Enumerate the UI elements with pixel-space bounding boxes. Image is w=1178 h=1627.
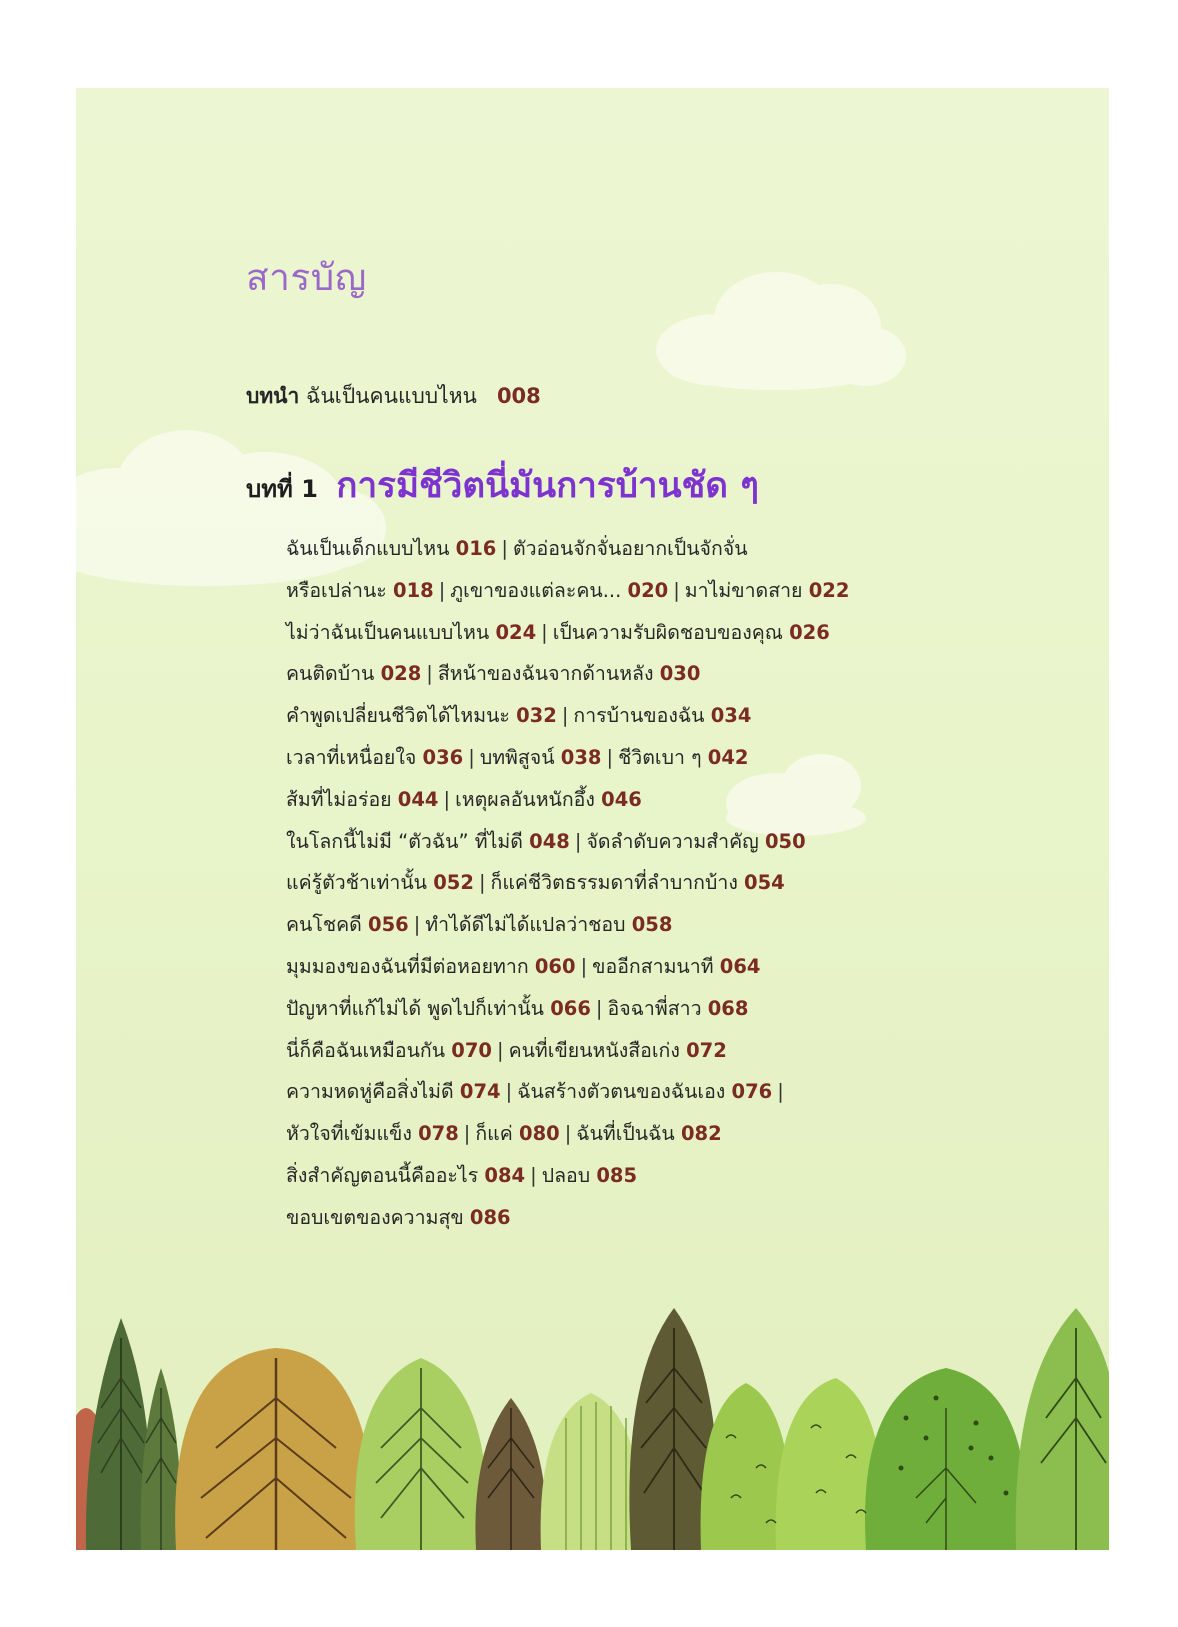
toc-entry-title: สิ่งสำคัญตอนนี้คืออะไร xyxy=(286,1163,479,1187)
toc-entry-page-number: 024 xyxy=(495,620,537,644)
toc-line xyxy=(286,1197,849,1239)
toc-line xyxy=(286,737,849,779)
intro-label: บทนำ xyxy=(246,384,300,408)
toc-line xyxy=(286,1155,849,1197)
toc-entry-title: หัวใจที่เข้มแข็ง xyxy=(286,1122,412,1146)
toc-line xyxy=(286,528,849,570)
toc-entry-page-number: 080 xyxy=(519,1122,560,1146)
toc-entry-title: คนติดบ้าน xyxy=(286,662,375,686)
chapter-entries-list xyxy=(286,528,849,1239)
toc-entry-page-number: 060 xyxy=(534,954,576,978)
toc-entry-title: ขอบเขตของความสุข xyxy=(286,1205,464,1229)
entry-separator: | xyxy=(561,704,569,728)
toc-entry-title: เวลาที่เหนื่อยใจ xyxy=(286,745,417,769)
entry-separator: | xyxy=(413,913,421,937)
toc-entry-page-number: 016 xyxy=(455,537,497,560)
toc-entry-title: ฉันที่เป็นฉัน xyxy=(576,1122,675,1146)
entry-separator: | xyxy=(595,996,603,1020)
toc-entry-page-number: 052 xyxy=(433,871,474,895)
toc-entry-page-number: 054 xyxy=(744,871,785,895)
toc-line xyxy=(286,1030,849,1072)
toc-entry-title: คนที่เขียนหนังสือเก่ง xyxy=(508,1038,680,1062)
entry-separator: | xyxy=(443,787,451,811)
entry-separator: | xyxy=(463,1122,471,1146)
toc-line xyxy=(286,946,849,988)
toc-entry-page-number: 046 xyxy=(601,787,642,811)
toc-entry-title: ฉันสร้างตัวตนของฉันเอง xyxy=(517,1080,726,1104)
toc-entry-title: บทพิสูจน์ xyxy=(479,745,555,769)
toc-line xyxy=(286,653,849,695)
entry-separator: | xyxy=(574,829,582,853)
toc-entry-page-number: 078 xyxy=(418,1122,459,1146)
toc-entry-page-number: 064 xyxy=(719,954,761,978)
toc-entry-page-number: 066 xyxy=(550,996,591,1020)
toc-entry-title: จัดลำดับความสำคัญ xyxy=(586,829,759,853)
toc-line xyxy=(286,695,849,737)
toc-line xyxy=(286,1113,849,1155)
toc-entry-page-number: 036 xyxy=(422,745,464,769)
toc-entry-page-number: 022 xyxy=(808,578,850,602)
toc-entry-page-number: 018 xyxy=(393,578,434,602)
toc-entry-title: สีหน้าของฉันจากด้านหลัง xyxy=(437,662,654,686)
toc-entry-page-number: 056 xyxy=(368,913,409,937)
toc-line xyxy=(286,1071,849,1113)
entry-separator: | xyxy=(426,662,433,686)
toc-entry-title: ตัวอ่อนจักจั่นอยากเป็นจักจั่น xyxy=(512,537,748,560)
entry-separator: | xyxy=(468,745,475,769)
entry-separator: | xyxy=(564,1122,572,1146)
intro-entry xyxy=(246,380,541,413)
toc-entry-page-number: 044 xyxy=(397,787,439,811)
toc-entry-page-number: 070 xyxy=(451,1038,492,1062)
toc-entry-page-number: 086 xyxy=(469,1205,511,1229)
intro-page-number: 008 xyxy=(496,384,541,408)
toc-entry-page-number: 042 xyxy=(707,745,749,769)
toc-entry-page-number: 082 xyxy=(680,1122,722,1146)
entry-separator: | xyxy=(496,1038,504,1062)
toc-entry-page-number: 050 xyxy=(764,829,806,853)
toc-entry-title: การบ้านของฉัน xyxy=(573,704,705,728)
toc-entry-page-number: 028 xyxy=(380,662,422,686)
toc-entry-page-number: 074 xyxy=(459,1080,501,1104)
toc-entry-page-number: 038 xyxy=(560,745,602,769)
toc-entry-title: ปลอบ xyxy=(541,1163,591,1187)
toc-entry-title: ส้มที่ไม่อร่อย xyxy=(286,787,392,811)
entry-separator: | xyxy=(501,537,508,560)
watercolor-trees-illustration xyxy=(76,1298,1109,1550)
toc-entry-page-number: 084 xyxy=(484,1163,526,1187)
entry-separator: | xyxy=(505,1080,513,1104)
entry-separator: | xyxy=(673,578,680,602)
toc-entry-page-number: 026 xyxy=(789,620,830,644)
toc-entry-title: อิจฉาพี่สาว xyxy=(607,996,702,1020)
toc-entry-title: มุมมองของฉันที่มีต่อหอยทาก xyxy=(286,954,529,978)
toc-entry-title: ความหดหู่คือสิ่งไม่ดี xyxy=(286,1080,454,1104)
toc-entry-title: แค่รู้ตัวช้าเท่านั้น xyxy=(286,871,428,895)
toc-entry-title: ขออีกสามนาที xyxy=(592,954,714,978)
toc-entry-title: มาไม่ขาดสาย xyxy=(684,578,803,602)
toc-entry-page-number: 076 xyxy=(731,1080,773,1104)
chapter-heading xyxy=(246,458,759,513)
toc-entry-title: ฉันเป็นเด็กแบบไหน xyxy=(286,537,450,560)
toc-entry-page-number: 032 xyxy=(516,704,557,728)
book-page xyxy=(76,88,1109,1550)
toc-entry-title: ปัญหาที่แก้ไม่ได้ พูดไปก็เท่านั้น xyxy=(286,996,544,1020)
toc-entry-title: หรือเปล่านะ xyxy=(286,578,387,602)
entry-separator: | xyxy=(438,578,446,602)
toc-entry-title: นี่ก็คือฉันเหมือนกัน xyxy=(286,1038,446,1062)
toc-entry-page-number: 048 xyxy=(529,829,570,853)
entry-separator: | xyxy=(541,620,548,644)
toc-line xyxy=(286,779,849,821)
toc-entry-title: ก็แค่ชีวิตธรรมดาที่ลำบากบ้าง xyxy=(490,871,738,895)
toc-entry-title: ภูเขาของแต่ละคน... xyxy=(450,578,622,602)
toc-entry-page-number: 072 xyxy=(686,1038,727,1062)
entry-separator: | xyxy=(530,1163,537,1187)
toc-line xyxy=(286,988,849,1030)
toc-entry-title: ก็แค่ xyxy=(475,1122,513,1146)
entry-separator: | xyxy=(478,871,486,895)
toc-entry-title: ไม่ว่าฉันเป็นคนแบบไหน xyxy=(286,620,490,644)
toc-entry-title: เป็นความรับผิดชอบของคุณ xyxy=(552,620,783,644)
toc-line xyxy=(286,862,849,904)
toc-entry-title: ทำได้ดีไม่ได้แปลว่าชอบ xyxy=(425,913,626,937)
toc-line xyxy=(286,612,849,654)
page-title: สารบัญ xyxy=(246,256,367,299)
toc-entry-page-number: 020 xyxy=(627,578,669,602)
entry-separator: | xyxy=(606,745,614,769)
entry-separator: | xyxy=(777,1080,784,1104)
toc-entry-page-number: 030 xyxy=(659,662,701,686)
toc-line xyxy=(286,821,849,863)
toc-entry-page-number: 068 xyxy=(707,996,749,1020)
toc-entry-page-number: 034 xyxy=(710,704,752,728)
toc-entry-title: คนโชคดี xyxy=(286,913,362,937)
toc-entry-title: คำพูดเปลี่ยนชีวิตได้ไหมนะ xyxy=(286,704,510,728)
entry-separator: | xyxy=(580,954,588,978)
toc-entry-title: ชีวิตเบา ๆ xyxy=(618,745,702,769)
chapter-label: บทที่ 1 xyxy=(246,475,318,503)
chapter-title: การมีชีวิตนี่มันการบ้านชัด ๆ xyxy=(336,466,759,506)
toc-entry-page-number: 058 xyxy=(631,913,673,937)
intro-text: ฉันเป็นคนแบบไหน xyxy=(306,384,477,408)
toc-line xyxy=(286,570,849,612)
toc-entry-title: เหตุผลอันหนักอึ้ง xyxy=(455,787,595,811)
toc-line xyxy=(286,904,849,946)
toc-entry-title: ในโลกนี้ไม่มี “ตัวฉัน” ที่ไม่ดี xyxy=(286,829,523,853)
toc-entry-page-number: 085 xyxy=(596,1163,638,1187)
